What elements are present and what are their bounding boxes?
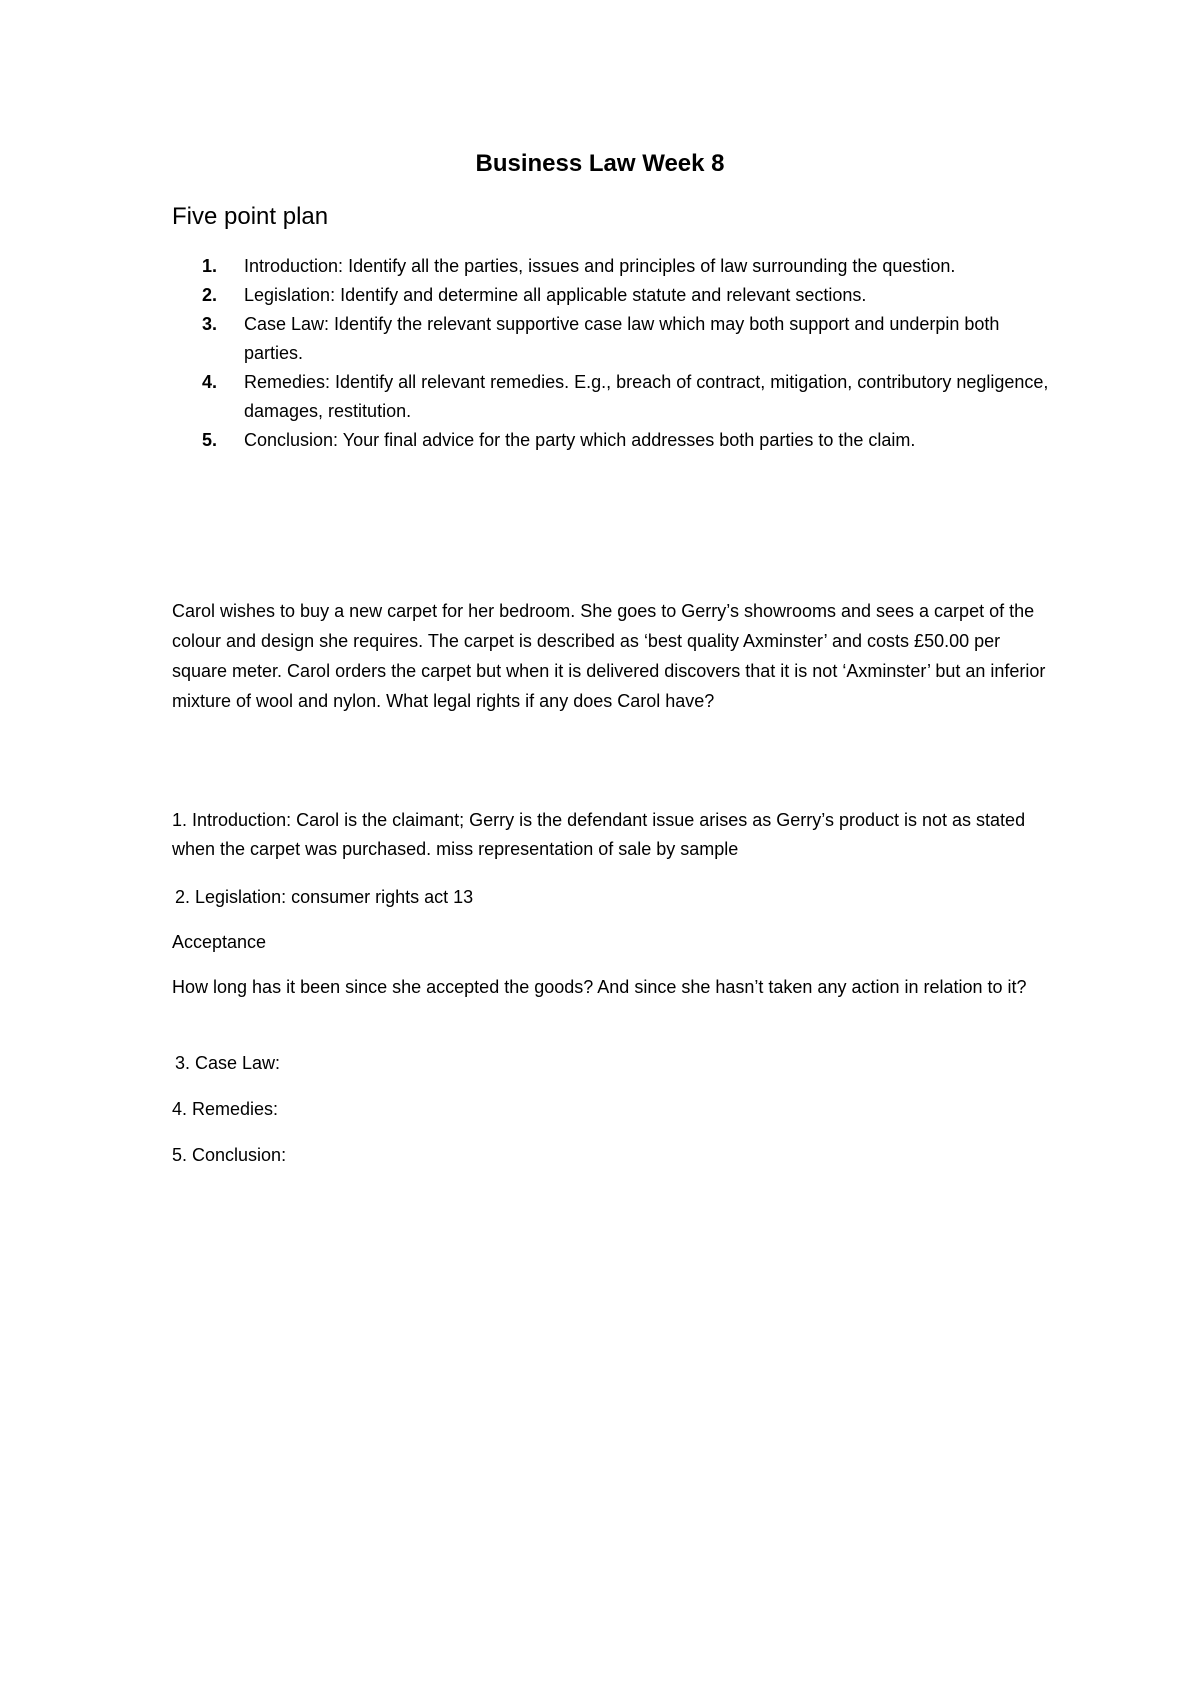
answer-legislation: 2. Legislation: consumer rights act 13 [175,887,474,907]
acceptance-question: How long has it been since she accepted the goods? And since she hasn’t taken any action in relation to it? [172,977,1027,997]
scenario-paragraph: Carol wishes to buy a new carpet for her bedroom. She goes to Gerry’s showrooms and sees a carpet of the colour and design she requires. The carpet is described as ‘best quality Axminster’ and costs £50.00 per square meter. Carol orders the carpet but when it is delivered discovers that it is not ‘Axminster’ but an inferior mixture of wool and nylon. What legal rights if any does Carol have? [172,601,1046,711]
plan-heading: Five point plan [172,203,329,230]
list-item-number: 2. [202,285,218,305]
list-item [172,252,1052,281]
list-item-number: 4. [202,372,218,392]
answer-remedies: 4. Remedies: [172,1099,279,1119]
acceptance-label: Acceptance [172,932,267,952]
answer-case-law: 3. Case Law: [175,1053,281,1073]
list-item [172,426,1052,455]
list-item-text: Legislation: Identify and determine all applicable statute and relevant sections. [244,285,867,305]
list-item-number: 3. [202,314,218,334]
list-item-number: 5. [202,430,218,450]
list-item [172,368,1052,426]
five-point-plan-list [172,252,1052,455]
answer-introduction: 1. Introduction: Carol is the claimant; Gerry is the defendant issue arises as Gerry’s product is not as stated when the carpet was purchased. miss representation of sale by sample [172,810,1026,859]
list-item-text: Introduction: Identify all the parties, issues and principles of law surrounding the question. [244,256,956,276]
list-item-text: Conclusion: Your final advice for the party which addresses both parties to the claim. [244,430,916,450]
list-item [172,281,1052,310]
list-item-text: Case Law: Identify the relevant supportive case law which may both support and underpin both parties. [244,314,1000,363]
list-item-number: 1. [202,256,218,276]
list-item-text: Remedies: Identify all relevant remedies. E.g., breach of contract, mitigation, contributory negligence, damages, restitution. [244,372,1049,421]
document-title: Business Law Week 8 [475,150,725,177]
answer-conclusion: 5. Conclusion: [172,1145,287,1165]
list-item [172,310,1052,368]
